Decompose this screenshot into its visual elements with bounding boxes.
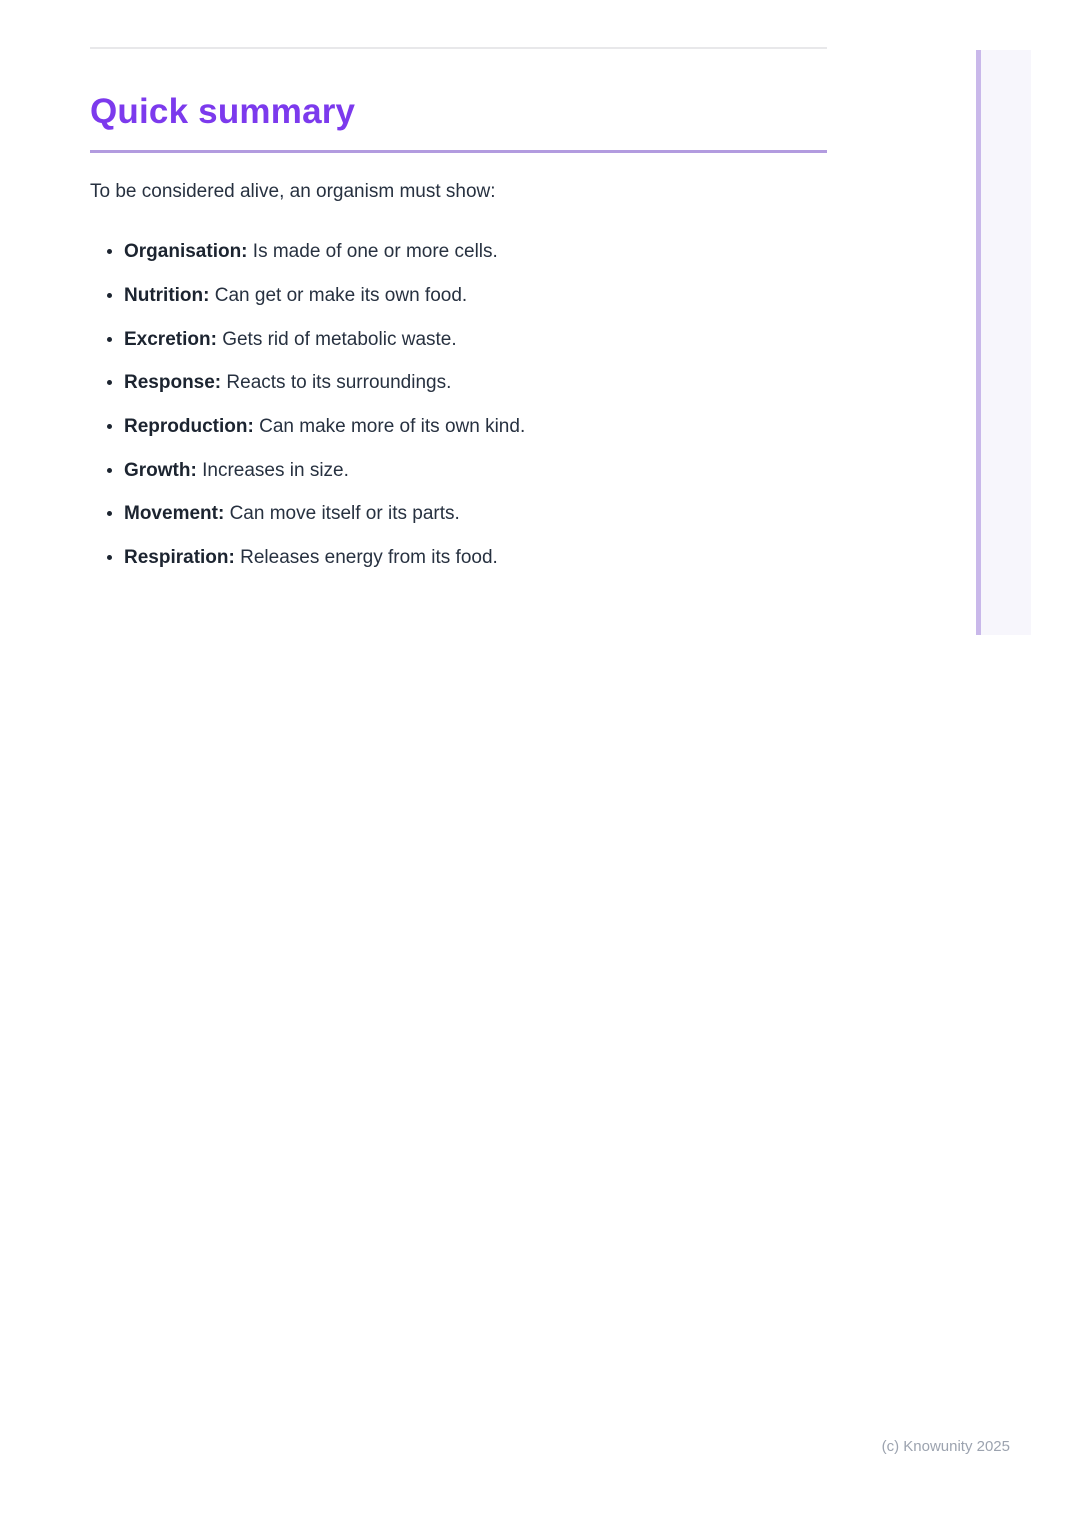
bullet-desc: Reacts to its surroundings. (226, 372, 452, 394)
document-content (90, 90, 827, 588)
alive-criteria-list (90, 239, 827, 570)
bullet-term: Nutrition: (124, 284, 210, 306)
bullet-desc: Can get or make its own food. (214, 284, 468, 306)
intro-text: To be considered alive, an organism must show: (90, 180, 496, 202)
list-item (124, 283, 827, 309)
footer-copyright: (c) Knowunity 2025 (881, 1438, 1010, 1455)
list-item (124, 414, 827, 440)
top-divider (90, 47, 827, 49)
list-item (124, 327, 827, 353)
bullet-term: Excretion: (124, 328, 217, 350)
list-item (124, 370, 827, 396)
list-item (124, 501, 827, 527)
page-title: Quick summary (90, 92, 356, 131)
side-panel (976, 50, 1031, 635)
bullet-desc: Can make more of its own kind. (259, 415, 526, 437)
bullet-term: Movement: (124, 503, 225, 525)
bullet-term: Response: (124, 372, 222, 394)
bullet-desc: Releases energy from its food. (240, 546, 498, 568)
bullet-desc: Is made of one or more cells. (252, 241, 498, 263)
bullet-term: Growth: (124, 459, 197, 481)
list-item (124, 239, 827, 265)
bullet-term: Reproduction: (124, 415, 254, 437)
bullet-term: Organisation: (124, 241, 248, 263)
title-underline (90, 150, 827, 153)
bullet-desc: Gets rid of metabolic waste. (222, 328, 457, 350)
bullet-term: Respiration: (124, 546, 235, 568)
bullet-desc: Can move itself or its parts. (229, 503, 460, 525)
list-item (124, 458, 827, 484)
list-item (124, 545, 827, 571)
bullet-desc: Increases in size. (202, 459, 349, 481)
